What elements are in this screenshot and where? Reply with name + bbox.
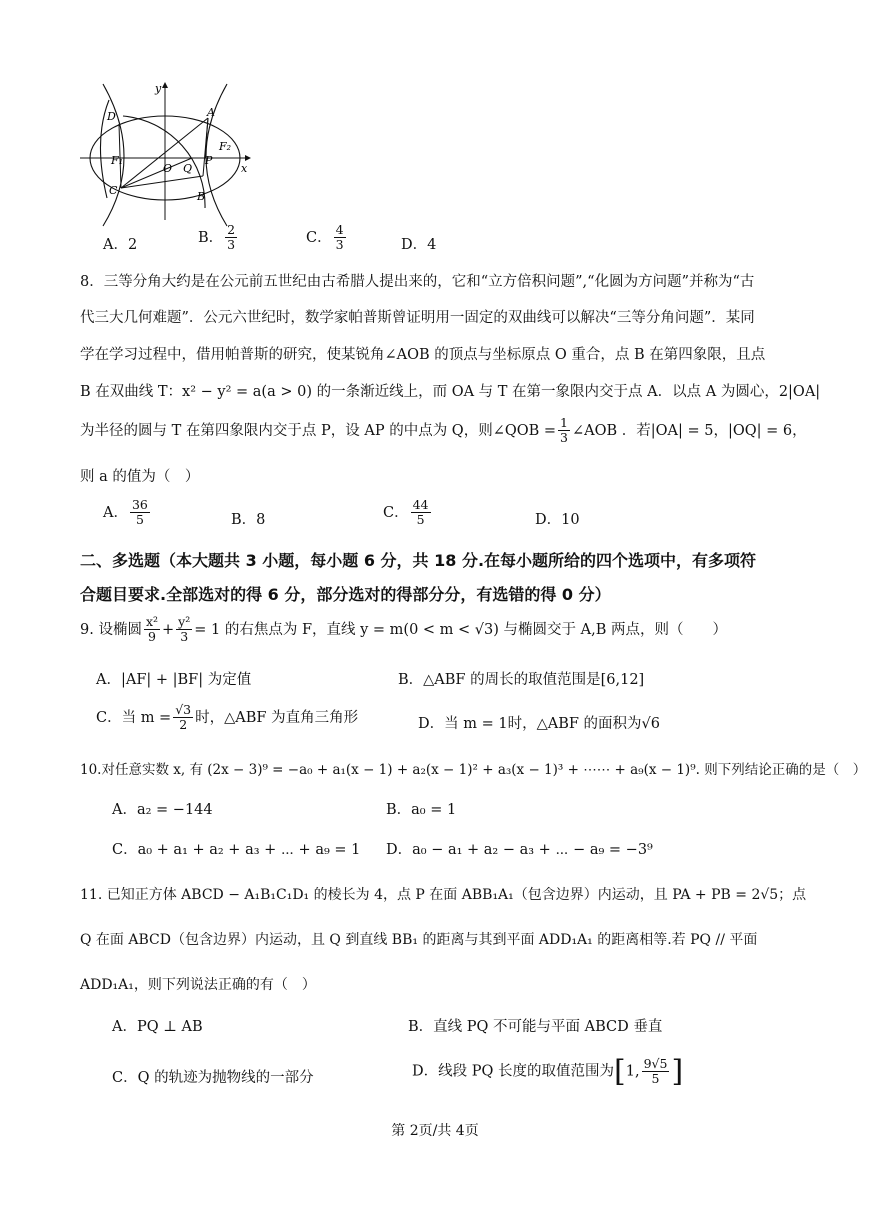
label-F2: F₂: [219, 140, 232, 153]
q7-option-a-text: 2: [127, 237, 138, 253]
y-axis-arrow: [162, 82, 168, 88]
q9-frac-y: $\frac{\text{y²}}{3}$: [178, 614, 191, 645]
q10-stem: 10.对任意实数 x, 有 (2x − 3)⁹ = −a₀ + a₁(x − 1) + a₂(x − 1)² + a₃(x − 1)³ + ⋯⋯ + a₉(x − 1)⁹. 则下列结论正确的是（ ）: [80, 762, 867, 778]
q7-option-c[interactable]: [306, 223, 348, 253]
segment-CQ: [121, 158, 192, 188]
q8-option-a[interactable]: [103, 498, 152, 528]
label-D: D: [107, 110, 116, 123]
q9-option-c-pre: C．当 m =: [96, 709, 172, 726]
q7-option-d-text: 4: [427, 237, 437, 253]
q8-line6: 则 a 的值为（ ）: [80, 469, 200, 485]
q11-option-d-bracket-left: [: [614, 1054, 626, 1089]
q8-option-c[interactable]: [383, 498, 433, 528]
label-A: A: [207, 106, 215, 119]
q7-option-a-letter: A．: [103, 237, 128, 253]
q9-plus: +: [162, 621, 175, 638]
q8-line5-pre: 为半径的圆与 T 在第四象限内交于点 P，设 AP 的中点为 Q，则∠QOB =: [80, 422, 557, 439]
x-axis-arrow: [245, 155, 251, 161]
q7-option-d-letter: D．: [401, 237, 428, 253]
q11-option-d-pre: D．线段 PQ 长度的取值范围为: [412, 1063, 614, 1080]
label-y: y: [155, 82, 162, 95]
q9-frac-x: $\frac{\text{x²}}{9}$: [145, 614, 159, 645]
q9-option-a[interactable]: A．|AF| + |BF| 为定值: [96, 672, 252, 688]
q9-option-c-post: 时，△ABF 为直角三角形: [195, 709, 359, 726]
q9-stem-pre: 9. 设椭圆: [80, 621, 142, 638]
q8-option-b-text: 8: [256, 512, 266, 528]
q8-line5-post: ∠AOB ．若|OA| = 5，|OQ| = 6，: [572, 422, 807, 439]
q7-option-c-letter: C．: [306, 229, 332, 246]
q8-line4: B 在双曲线 T：x² − y² = a(a > 0) 的一条渐近线上，而 OA 与 T 在第一象限内交于点 A．以点 A 为圆心，2|OA|: [80, 384, 821, 400]
q8-line5-frac: $\frac{1}{3}$: [560, 415, 568, 446]
section2-heading-line1: 二、多选题（本大题共 3 小题，每小题 6 分，共 18 分.在每小题所给的四个选项中，有多项符: [80, 551, 757, 570]
label-Q: Q: [183, 162, 193, 175]
q8-option-d-text: 10: [561, 512, 580, 528]
label-P: P: [205, 154, 213, 167]
q11-option-d[interactable]: [412, 1054, 683, 1089]
q10-option-a[interactable]: A．a₂ = −144: [112, 802, 213, 818]
q9-stem-post: = 1 的右焦点为 F，直线 y = m(0 < m < √3) 与椭圆交于 A,B 两点，则（ ）: [194, 621, 727, 638]
q8-option-b-letter: B．: [231, 512, 257, 528]
q11-option-a[interactable]: A．PQ ⊥ AB: [112, 1019, 203, 1035]
label-B: B: [197, 190, 206, 203]
q9-option-d[interactable]: D．当 m = 1时，△ABF 的面积为√6: [418, 716, 660, 732]
q11-option-d-left: 1,: [625, 1063, 640, 1080]
page-footer: 第 2页/共 4页: [391, 1123, 479, 1139]
q11-option-d-bracket-right: ]: [671, 1054, 684, 1089]
q8-option-d[interactable]: [535, 508, 580, 529]
q11-option-d-frac: $\frac{9√5}{5}$: [643, 1055, 668, 1086]
q8-option-a-frac: $\frac{36}{5}$: [131, 497, 148, 528]
q9-option-c[interactable]: [96, 703, 358, 733]
q11-option-b[interactable]: B．直线 PQ 不可能与平面 ABCD 垂直: [408, 1019, 663, 1035]
q8-line3: 学在学习过程中，借用帕普斯的研究，使某锐角∠AOB 的顶点与坐标原点 O 重合，点 B 在第四象限，且点: [80, 347, 766, 363]
q7-option-b[interactable]: [198, 223, 239, 253]
q10-option-b[interactable]: B．a₀ = 1: [386, 802, 457, 818]
q8-option-c-letter: C．: [383, 504, 409, 521]
q11-option-c[interactable]: C．Q 的轨迹为抛物线的一部分: [112, 1070, 314, 1086]
q11-line1: 11. 已知正方体 ABCD − A₁B₁C₁D₁ 的棱长为 4，点 P 在面 ABB₁A₁（包含边界）内运动，且 PA + PB = 2√5；点: [80, 887, 807, 903]
q8-line2: 代三大几何难题”．公元六世纪时，数学家帕普斯曾证明用一固定的双曲线可以解决“三等分角问题”．某同: [80, 310, 755, 326]
section2-heading-line2: 合题目要求.全部选对的得 6 分，部分选对的得部分分，有选错的得 0 分）: [80, 585, 611, 604]
q8-line1: 8．三等分角大约是在公元前五世纪由古希腊人提出来的，它和“立方倍积问题”,“化圆为方问题”并称为“古: [80, 274, 755, 290]
label-C: C: [109, 184, 118, 197]
ellipse-hyperbola-figure: [75, 80, 255, 228]
q10-option-d[interactable]: D．a₀ − a₁ + a₂ − a₃ + ⋯ − a₉ = −3⁹: [386, 842, 653, 858]
q7-option-b-frac: $\frac{2}{3}$: [227, 222, 236, 253]
q11-line2: Q 在面 ABCD（包含边界）内运动，且 Q 到直线 BB₁ 的距离与其到平面 ADD₁A₁ 的距离相等.若 PQ // 平面: [80, 932, 758, 948]
q8-option-c-frac: $\frac{44}{5}$: [412, 497, 429, 528]
q8-line5: [80, 416, 807, 446]
q10-option-c[interactable]: C．a₀ + a₁ + a₂ + a₃ + ⋯ + a₉ = 1: [112, 842, 361, 858]
label-F1: F₁: [111, 154, 124, 167]
label-x: x: [241, 162, 248, 175]
q11-line3: ADD₁A₁，则下列说法正确的有（ ）: [80, 977, 316, 993]
q8-option-a-letter: A．: [103, 504, 128, 521]
q8-option-b[interactable]: [231, 508, 265, 529]
q7-option-c-frac: $\frac{4}{3}$: [335, 222, 344, 253]
q7-option-d[interactable]: [401, 233, 436, 254]
q8-option-d-letter: D．: [535, 512, 562, 528]
q9-option-c-frac: $\frac{√3}{2}$: [175, 702, 192, 733]
label-O: O: [163, 162, 173, 175]
q7-option-b-letter: B．: [198, 229, 224, 246]
q7-option-a[interactable]: [103, 233, 137, 254]
q9-stem: [80, 615, 727, 645]
q9-option-b[interactable]: B．△ABF 的周长的取值范围是[6,12]: [398, 672, 645, 688]
